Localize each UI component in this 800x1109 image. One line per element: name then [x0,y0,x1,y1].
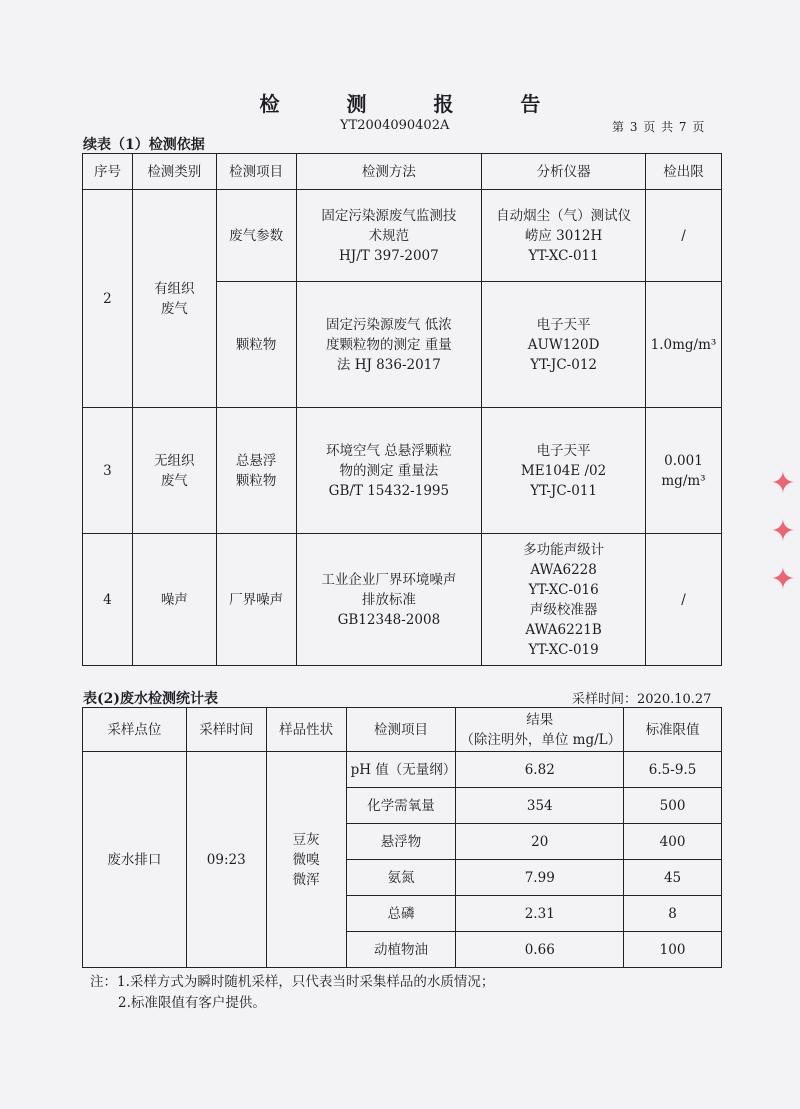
detection-category: 噪声 [132,534,216,666]
detection-basis-table [82,153,722,666]
test-item: 化学需氧量 [346,788,456,824]
row-number: 2 [83,190,133,408]
table2-caption: 表(2)废水检测统计表 [83,691,218,707]
row-number: 4 [83,534,133,666]
table1-caption: 续表（1）检测依据 [83,137,205,153]
table-row [83,534,722,666]
footnotes [90,972,494,1014]
test-item: 总磷 [346,896,456,932]
sampling-time-cell: 09:23 [186,752,266,968]
col-header: 检测类别 [132,154,216,190]
analysis-instrument: 自动烟尘（气）测试仪 崂应 3012H YT-XC-011 [482,190,646,282]
detection-item: 总悬浮 颗粒物 [216,408,296,534]
analysis-instrument: 电子天平 AUW120D YT-JC-012 [482,282,646,408]
col-header: 序号 [83,154,133,190]
standard-limit: 45 [624,860,722,896]
standard-limit: 500 [624,788,722,824]
table-row [83,190,722,282]
table-row [83,752,722,788]
test-item: pH 值（无量纲） [346,752,456,788]
standard-limit: 100 [624,932,722,968]
test-item: 动植物油 [346,932,456,968]
col-header: 采样点位 [83,708,187,752]
detection-item: 颗粒物 [216,282,296,408]
stamp-glyph: ✦ [770,466,796,501]
footnote-1: 注：1.采样方式为瞬时随机采样，只代表当时采集样品的水质情况； [90,974,495,990]
red-seal-stamp [766,460,800,620]
col-header: 检测项目 [346,708,456,752]
detection-category: 无组织 废气 [132,408,216,534]
detection-limit: / [645,190,721,282]
report-title: 检 测 报 告 [259,92,571,116]
test-result: 354 [456,788,624,824]
table-header-row [83,708,722,752]
analysis-instrument: 多功能声级计 AWA6228 YT-XC-016 声级校准器 AWA6221B YT-XC-019 [482,534,646,666]
test-result: 0.66 [456,932,624,968]
sample-appearance: 豆灰 微嗅 微浑 [266,752,346,968]
table-row [83,408,722,534]
col-header: 分析仪器 [482,154,646,190]
stamp-glyph: ✦ [770,562,796,597]
col-header: 结果 （除注明外，单位 mg/L） [456,708,624,752]
col-header: 检出限 [645,154,721,190]
standard-limit: 400 [624,824,722,860]
test-item: 氨氮 [346,860,456,896]
col-header: 检测方法 [296,154,482,190]
detection-method: 固定污染源废气监测技 术规范 HJ/T 397-2007 [296,190,482,282]
test-result: 2.31 [456,896,624,932]
test-result: 6.82 [456,752,624,788]
detection-limit: 0.001 mg/m³ [645,408,721,534]
test-result: 7.99 [456,860,624,896]
detection-limit: / [645,534,721,666]
col-header: 检测项目 [216,154,296,190]
report-number: YT2004090402A [340,118,450,133]
footnote-2: 2.标准限值有客户提供。 [118,995,266,1011]
detection-method: 环境空气 总悬浮颗粒 物的测定 重量法 GB/T 15432-1995 [296,408,482,534]
detection-category: 有组织 废气 [132,190,216,408]
test-item: 悬浮物 [346,824,456,860]
stamp-glyph: ✦ [770,514,796,549]
detection-item: 厂界噪声 [216,534,296,666]
test-result: 20 [456,824,624,860]
detection-item: 废气参数 [216,190,296,282]
wastewater-stats-table [82,707,722,968]
row-number: 3 [83,408,133,534]
table-header-row [83,154,722,190]
analysis-instrument: 电子天平 ME104E /02 YT-JC-011 [482,408,646,534]
page-indicator: 第 3 页 共 7 页 [612,120,706,134]
detection-method: 固定污染源废气 低浓 度颗粒物的测定 重量 法 HJ 836-2017 [296,282,482,408]
sampling-time: 采样时间：2020.10.27 [572,692,712,707]
standard-limit: 6.5-9.5 [624,752,722,788]
detection-limit: 1.0mg/m³ [645,282,721,408]
standard-limit: 8 [624,896,722,932]
col-header: 样品性状 [266,708,346,752]
detection-method: 工业企业厂界环境噪声 排放标准 GB12348-2008 [296,534,482,666]
sampling-point: 废水排口 [83,752,187,968]
col-header: 采样时间 [186,708,266,752]
col-header: 标准限值 [624,708,722,752]
